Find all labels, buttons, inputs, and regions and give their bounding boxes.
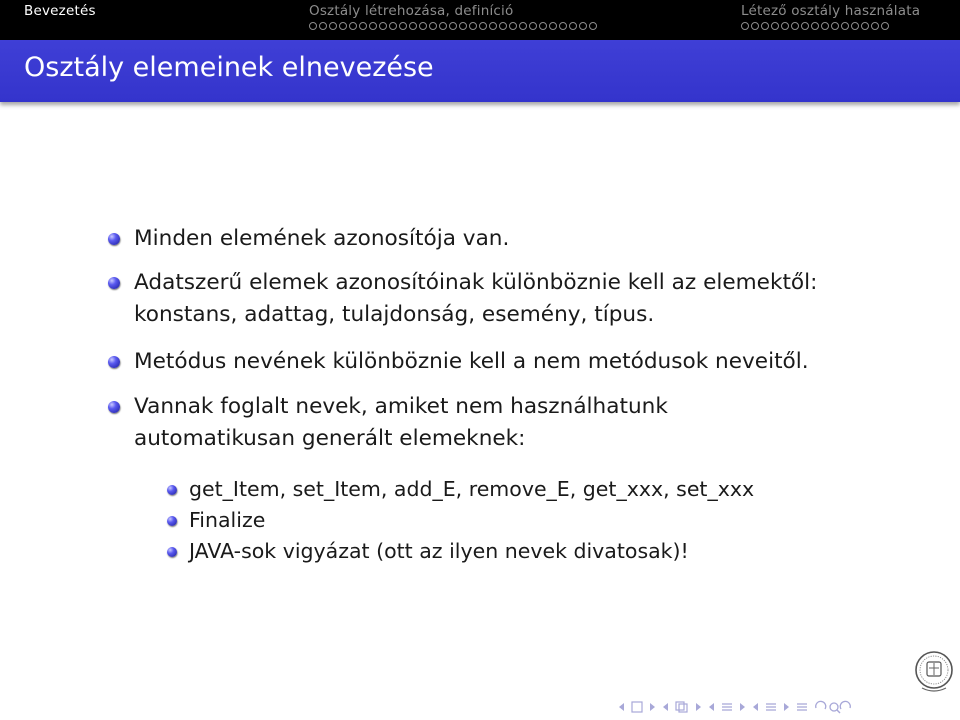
nav-frame-dot[interactable] bbox=[389, 22, 397, 30]
bullet-text-line: konstans, adattag, tulajdonság, esemény, típus. bbox=[134, 302, 655, 327]
bullet-item bbox=[108, 267, 817, 331]
nav-section-letezo-osztaly[interactable] bbox=[741, 0, 920, 40]
nav-frame-dot[interactable] bbox=[781, 22, 789, 30]
nav-section-osztaly-letrehozasa[interactable] bbox=[309, 0, 513, 40]
nav-frame-dot[interactable] bbox=[761, 22, 769, 30]
nav-frame-dot[interactable] bbox=[499, 22, 507, 30]
nav-frame-dot[interactable] bbox=[559, 22, 567, 30]
bullet-text-line: Metódus nevének különböznie kell a nem metódusok neveitől. bbox=[134, 349, 809, 374]
nav-frame-dot[interactable] bbox=[479, 22, 487, 30]
nav-frame-dot[interactable] bbox=[529, 22, 537, 30]
nav-frame-dot[interactable] bbox=[449, 22, 457, 30]
align-icon[interactable] bbox=[796, 701, 808, 713]
nav-frame-dot[interactable] bbox=[349, 22, 357, 30]
nav-frame-dot[interactable] bbox=[409, 22, 417, 30]
sphere-bullet-icon bbox=[108, 356, 120, 368]
nav-frame-dot[interactable] bbox=[811, 22, 819, 30]
nav-frame-dot[interactable] bbox=[369, 22, 377, 30]
bullet-text-line: automatikusan generált elemeknek: bbox=[134, 426, 526, 451]
bullet-text-line: Minden elemének azonosítója van. bbox=[134, 226, 510, 251]
nav-frame-dot[interactable] bbox=[329, 22, 337, 30]
nav-right-icon[interactable] bbox=[739, 702, 746, 712]
frame-icon[interactable] bbox=[631, 701, 643, 713]
nav-frame-dot[interactable] bbox=[399, 22, 407, 30]
bullet-text-line: Vannak foglalt nevek, amiket nem használhatunk bbox=[134, 394, 668, 419]
nav-left-icon[interactable] bbox=[618, 702, 625, 712]
section-navigation-bar bbox=[0, 0, 960, 40]
nav-frame-dot[interactable] bbox=[489, 22, 497, 30]
nav-frame-dots[interactable] bbox=[741, 22, 891, 32]
sphere-bullet-icon bbox=[167, 485, 177, 495]
sub-bullet-item bbox=[167, 473, 754, 505]
nav-frame-dot[interactable] bbox=[851, 22, 859, 30]
sphere-bullet-icon bbox=[108, 401, 120, 413]
sub-bullet-item bbox=[167, 504, 265, 536]
bullet-item bbox=[108, 223, 509, 255]
subsection-icon[interactable] bbox=[675, 701, 689, 713]
nav-right-icon[interactable] bbox=[695, 702, 702, 712]
university-seal-icon bbox=[914, 650, 954, 694]
nav-left-icon[interactable] bbox=[752, 702, 759, 712]
frame-title-band bbox=[0, 40, 960, 102]
nav-left-icon[interactable] bbox=[662, 702, 669, 712]
nav-frame-dot[interactable] bbox=[459, 22, 467, 30]
frame-title: Osztály elemeinek elnevezése bbox=[24, 52, 434, 83]
nav-frame-dot[interactable] bbox=[861, 22, 869, 30]
section-icon[interactable] bbox=[721, 701, 733, 713]
bullet-text-line: Adatszerű elemek azonosítóinak különböznie kell az elemektől: bbox=[134, 270, 818, 295]
sphere-bullet-icon bbox=[167, 516, 177, 526]
sphere-bullet-icon bbox=[167, 547, 177, 557]
nav-left-icon[interactable] bbox=[708, 702, 715, 712]
nav-frame-dot[interactable] bbox=[579, 22, 587, 30]
nav-frame-dot[interactable] bbox=[841, 22, 849, 30]
sphere-bullet-icon bbox=[108, 233, 120, 245]
nav-frame-dot[interactable] bbox=[569, 22, 577, 30]
nav-frame-dot[interactable] bbox=[319, 22, 327, 30]
nav-section-bevezetes[interactable] bbox=[24, 0, 96, 40]
nav-frame-dot[interactable] bbox=[419, 22, 427, 30]
nav-frame-dot[interactable] bbox=[519, 22, 527, 30]
nav-frame-dot[interactable] bbox=[791, 22, 799, 30]
nav-frame-dot[interactable] bbox=[871, 22, 879, 30]
bullet-text-line: get_Item, set_Item, add_E, remove_E, get_xxx, set_xxx bbox=[189, 477, 755, 501]
nav-right-icon[interactable] bbox=[783, 702, 790, 712]
nav-frame-dot[interactable] bbox=[549, 22, 557, 30]
nav-frame-dot[interactable] bbox=[801, 22, 809, 30]
sphere-bullet-icon bbox=[108, 277, 120, 289]
nav-frame-dot[interactable] bbox=[589, 22, 597, 30]
nav-frame-dot[interactable] bbox=[751, 22, 759, 30]
beamer-navigation-symbols bbox=[618, 699, 852, 715]
nav-frame-dot[interactable] bbox=[881, 22, 889, 30]
nav-section-title[interactable]: Létező osztály használata bbox=[741, 3, 921, 19]
nav-frame-dot[interactable] bbox=[821, 22, 829, 30]
nav-right-icon[interactable] bbox=[649, 702, 656, 712]
sub-bullet-item bbox=[167, 535, 689, 567]
bullet-item bbox=[108, 391, 668, 455]
nav-section-title[interactable]: Bevezetés bbox=[24, 3, 96, 19]
nav-frame-dot[interactable] bbox=[309, 22, 317, 30]
nav-frame-dot[interactable] bbox=[359, 22, 367, 30]
nav-frame-dot[interactable] bbox=[429, 22, 437, 30]
nav-frame-dot[interactable] bbox=[741, 22, 749, 30]
nav-frame-dot[interactable] bbox=[539, 22, 547, 30]
search-icon[interactable] bbox=[814, 700, 852, 714]
nav-frame-dot[interactable] bbox=[771, 22, 779, 30]
nav-frame-dot[interactable] bbox=[439, 22, 447, 30]
nav-section-title[interactable]: Osztály létrehozása, definíció bbox=[309, 3, 514, 19]
bullet-text-line: JAVA-sok vigyázat (ott az ilyen nevek divatosak)! bbox=[189, 539, 689, 563]
nav-frame-dot[interactable] bbox=[469, 22, 477, 30]
bullet-text-line: Finalize bbox=[189, 508, 266, 532]
nav-frame-dot[interactable] bbox=[509, 22, 517, 30]
nav-frame-dot[interactable] bbox=[379, 22, 387, 30]
nav-frame-dot[interactable] bbox=[831, 22, 839, 30]
nav-frame-dot[interactable] bbox=[339, 22, 347, 30]
subsection-icon[interactable] bbox=[765, 701, 777, 713]
nav-frame-dots[interactable] bbox=[309, 22, 599, 32]
bullet-item bbox=[108, 346, 809, 378]
